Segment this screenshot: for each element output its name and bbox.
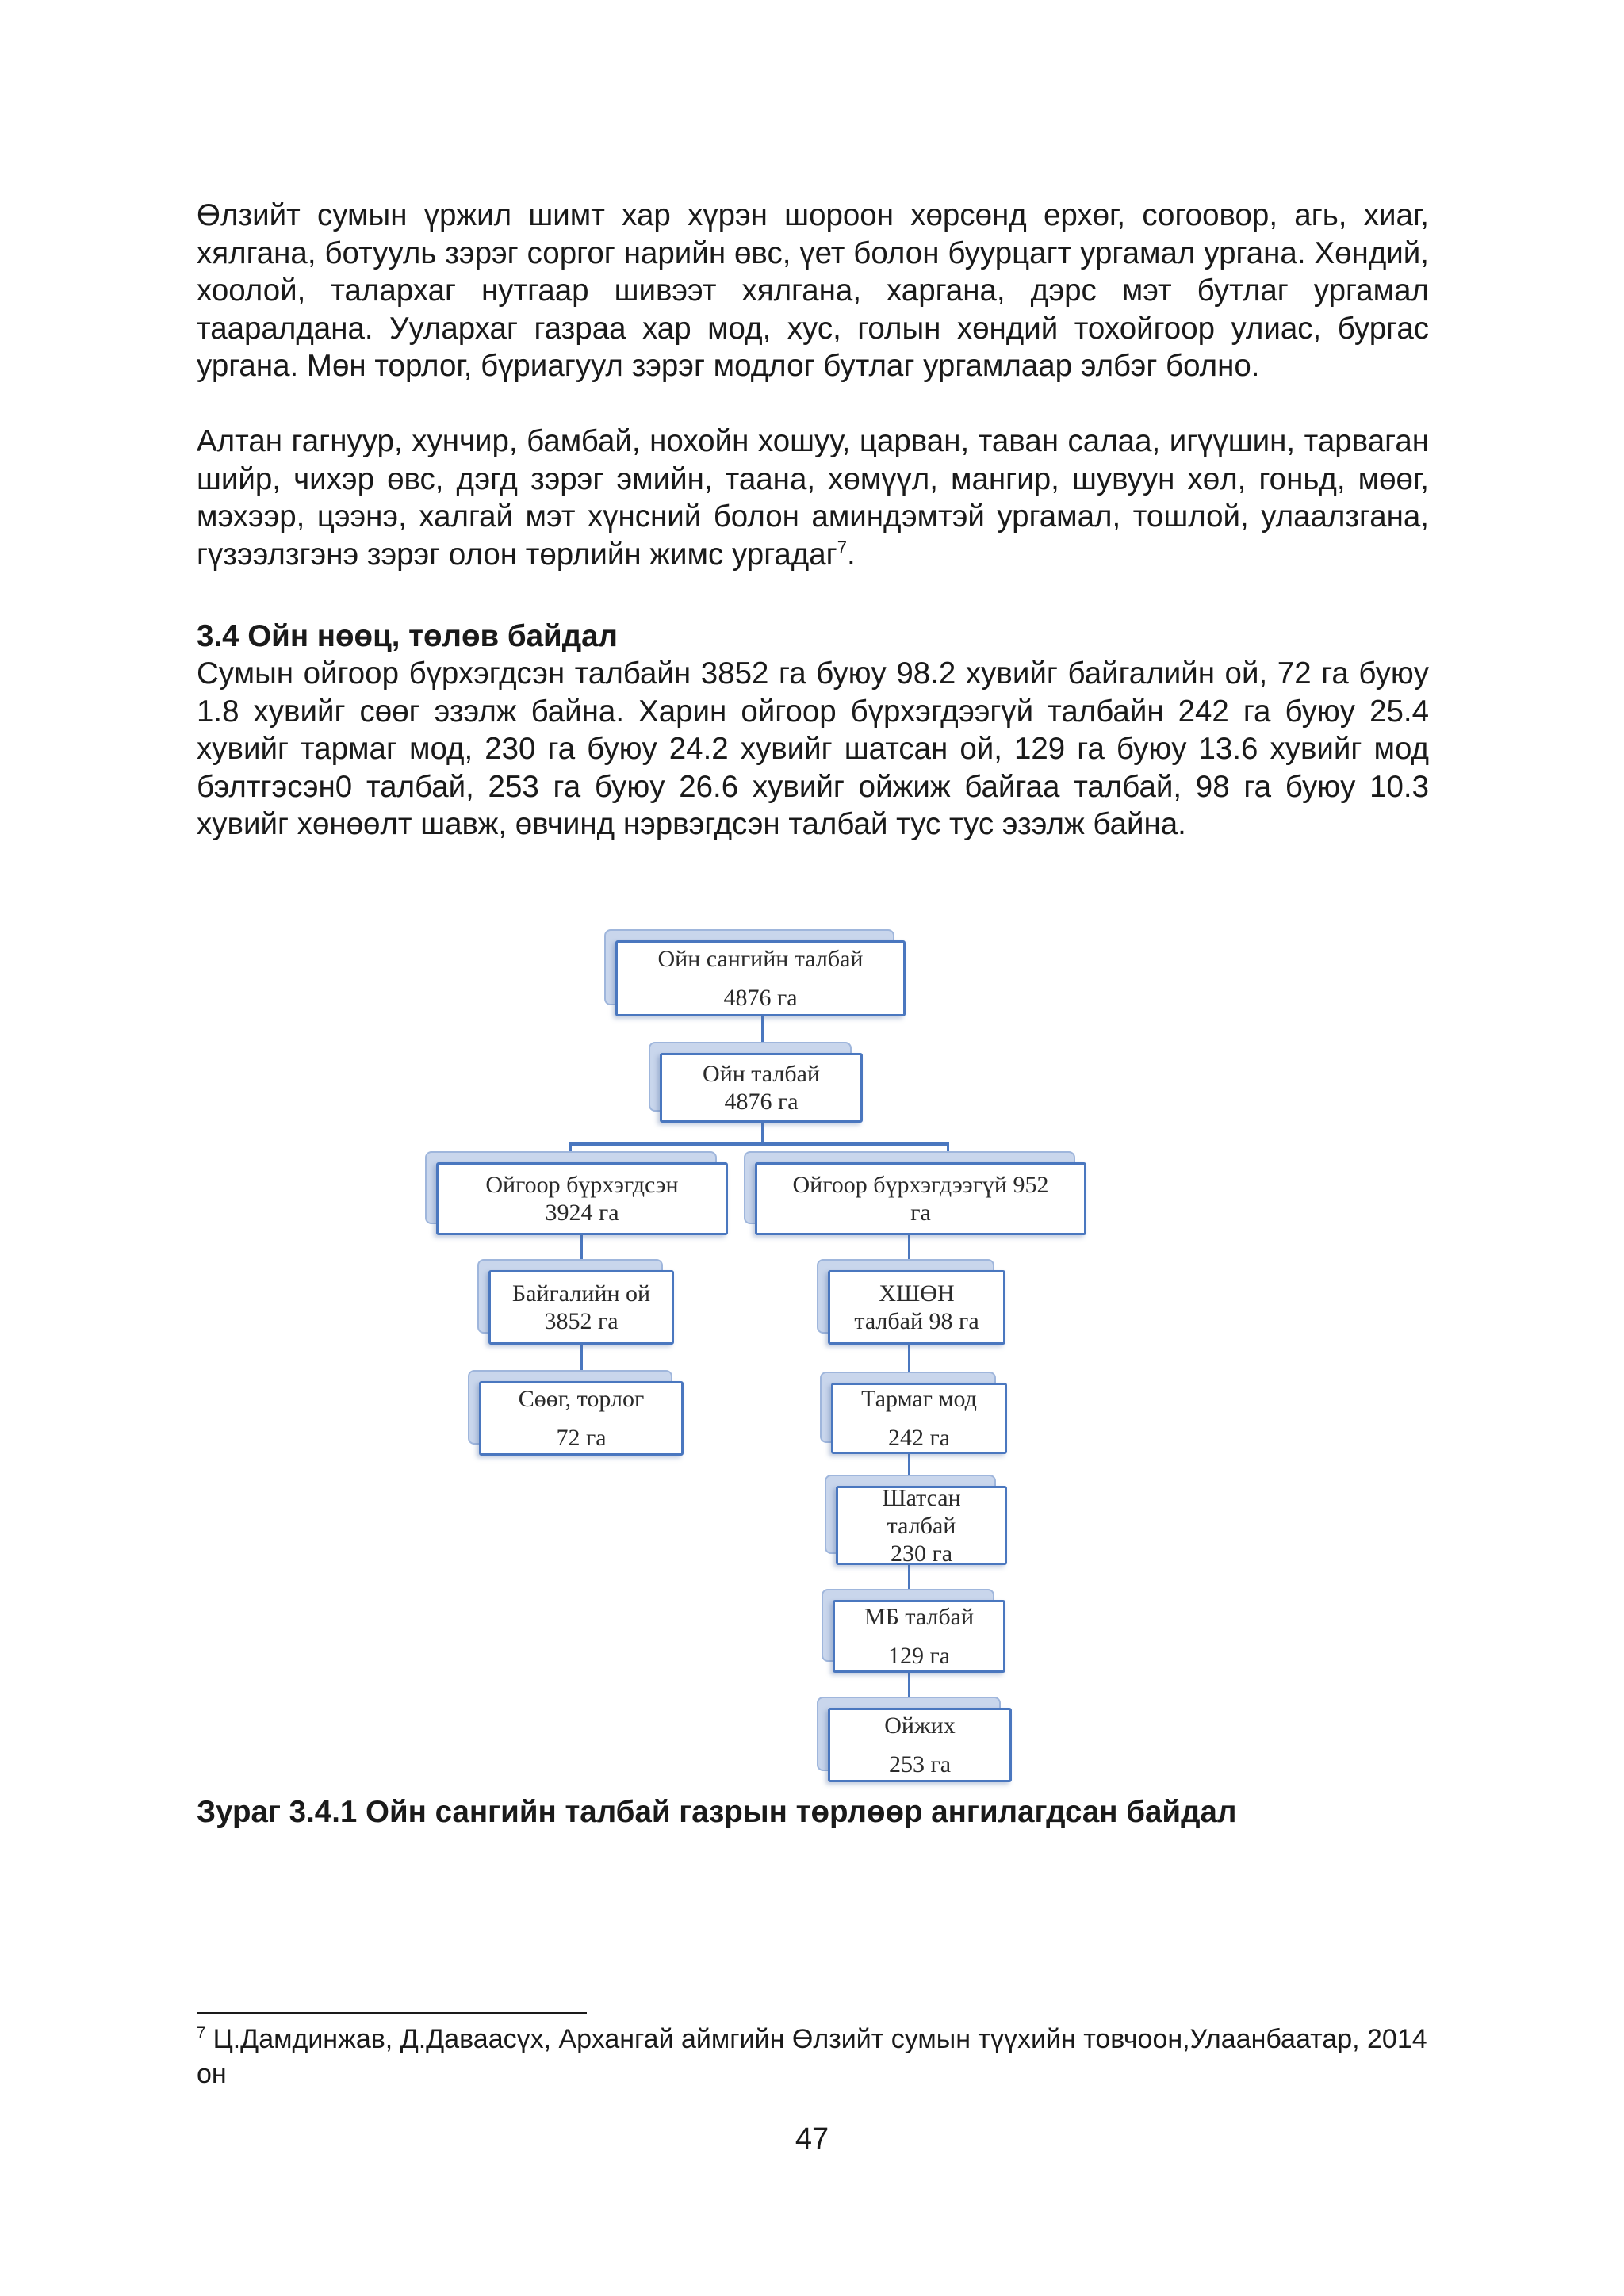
node-value: 72 га bbox=[556, 1425, 607, 1451]
node-value: 3852 га bbox=[544, 1308, 619, 1334]
paragraph-flora-medicinal-text: Алтан гагнуур, хунчир, бамбай, нохойн хошуу, царван, таван салаа, игүүшин, тарваган шийр, чихэр өвс, дэгд зэрэг эмийн, таана, хөмүүл, мангир, шувуун хөл, гоньд, мөөг, мэхээр, цээнэ, халгай мэт хүнсний болон аминдэмтэй ургамал, тошлой, улаалзгана, гүзээлзгэнэ зэрэг олон төрлийн жимс ургадаг bbox=[197, 424, 1429, 572]
node-label-2: талбай bbox=[887, 1512, 956, 1539]
paragraph-flora-medicinal bbox=[197, 423, 1429, 573]
node-forest-area bbox=[649, 1042, 863, 1123]
connector-bus bbox=[569, 1142, 948, 1146]
node-logged-area bbox=[822, 1589, 1005, 1673]
node-sparse-forest bbox=[820, 1372, 1007, 1454]
node-natural-forest bbox=[477, 1259, 674, 1345]
connector-pest-sparse bbox=[908, 1345, 910, 1372]
connector-root-forest bbox=[761, 1016, 764, 1042]
node-forest-fund-area bbox=[604, 929, 906, 1016]
node-value: 129 га bbox=[887, 1643, 951, 1669]
node-label: Тармаг мод bbox=[861, 1386, 977, 1412]
node-label: Байгалийн ой bbox=[511, 1280, 651, 1307]
footnote bbox=[197, 2022, 1429, 2091]
node-label: Ойн талбай bbox=[703, 1061, 820, 1087]
node-pest-damaged-area bbox=[817, 1259, 1005, 1345]
node-forest-covered bbox=[425, 1151, 728, 1235]
node-label: Ойгоор бүрхэгдсэн bbox=[485, 1172, 679, 1198]
connector-logged-regrowth bbox=[908, 1673, 910, 1700]
connector-natural-shrub bbox=[580, 1345, 583, 1370]
node-label: Ойжих bbox=[884, 1712, 956, 1739]
paragraph-flora-grasses: Өлзийт сумын үржил шимт хар хүрэн шороон хөрсөнд ерхөг, согоовор, агь, хиаг, хялгана, ботууль зэрэг соргог нарийн өвс, үет болон буурцагт ургамал ургана. Хөндий, хоолой, талархаг нутгаар шивээт хялгана, харгана, дэрс мэт бутлаг ургамал тааралдана. Уулархаг газраа хар мод, хус, голын хөндий тохойгоор улиас, бургас ургана. Мөн торлог, бүриагуул зэрэг модлог бутлаг ургамлаар элбэг болно. bbox=[197, 198, 1429, 383]
node-value: 4876 га bbox=[723, 985, 798, 1011]
node-label: Шатсан bbox=[882, 1484, 961, 1511]
footnote-divider bbox=[197, 2012, 587, 2014]
node-label: ХШӨН bbox=[879, 1280, 955, 1307]
section-heading: 3.4 Ойн нөөц, төлөв байдал bbox=[197, 619, 619, 653]
connector-covered-natural bbox=[580, 1235, 583, 1259]
page-number: 47 bbox=[795, 2122, 829, 2156]
node-forest-uncovered bbox=[744, 1151, 1086, 1235]
connector-uncovered-pest bbox=[908, 1235, 910, 1259]
node-value: 4876 га bbox=[724, 1089, 799, 1115]
node-shrub-area bbox=[468, 1370, 684, 1456]
node-label: МБ талбай bbox=[864, 1604, 975, 1630]
node-value: 3924 га bbox=[545, 1200, 619, 1226]
footnote-text: Ц.Дамдинжав, Д.Даваасүх, Архангай аймгийн Өлзийт сумын түүхийн товчоон,Улаанбаатар, 2014 он bbox=[197, 2024, 1427, 2089]
node-value: 242 га bbox=[887, 1425, 951, 1451]
node-label: Сөөг, торлог bbox=[518, 1386, 645, 1412]
figure-caption: Зураг 3.4.1 Ойн сангийн талбай газрын төрлөөр ангилагдсан байдал bbox=[197, 1795, 1237, 1829]
footnote-reference[interactable]: 7 bbox=[837, 537, 847, 557]
node-value: га bbox=[910, 1200, 931, 1226]
node-burnt-area bbox=[825, 1475, 1007, 1565]
node-label: Ойн сангийн талбай bbox=[657, 946, 864, 972]
connector-forest-bus bbox=[761, 1123, 764, 1145]
node-regrowth-area bbox=[817, 1697, 1012, 1782]
node-value: талбай 98 га bbox=[854, 1308, 979, 1334]
node-label: Ойгоор бүрхэгдээгүй 952 bbox=[792, 1172, 1049, 1198]
paragraph-end-punctuation: . bbox=[846, 537, 856, 572]
footnote-number: 7 bbox=[197, 2024, 206, 2042]
paragraph-forest-resources: Сумын ойгоор бүрхэгдсэн талбайн 3852 га буюу 98.2 хувийг байгалийн ой, 72 га буюу 1.8 хувийг сөөг эзэлж байна. Харин ойгоор бүрхэгдээгүй талбайн 242 га буюу 25.4 хувийг тармаг мод, 230 га буюу 24.2 хувийг шатсан ой, 129 га буюу 13.6 хувийг мод бэлтгэсэн0 талбай, 253 га буюу 26.6 хувийг ойжиж байгаа талбай, 98 га буюу 10.3 хувийг хөнөөлт шавж, өвчинд нэрвэгдсэн талбай тус тус эзэлж байна. bbox=[197, 656, 1429, 841]
node-value: 230 га bbox=[890, 1540, 953, 1567]
node-value: 253 га bbox=[888, 1751, 952, 1777]
